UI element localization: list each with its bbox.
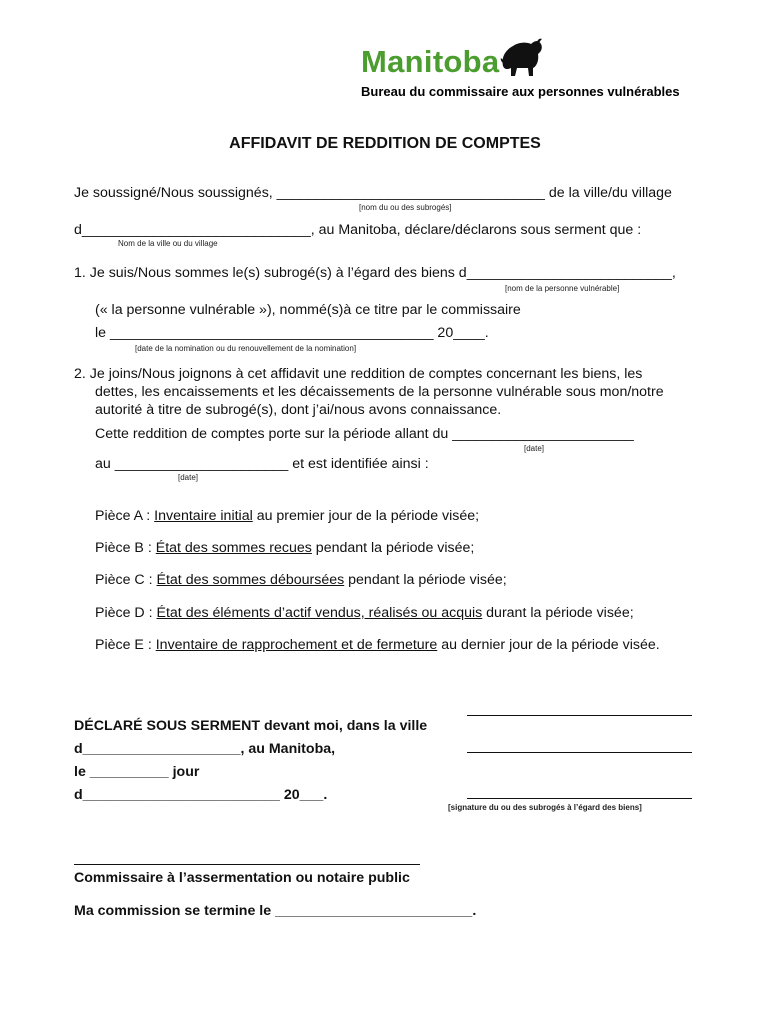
manitoba-logo-text: Manitoba [361, 44, 500, 79]
declaration-line-1: DÉCLARÉ SOUS SERMENT devant moi, dans la ville [74, 718, 428, 734]
declaration-line-2: d____________________, au Manitoba, [74, 741, 336, 757]
commissioner-signature-line [74, 864, 420, 865]
office-subtitle: Bureau du commissaire aux personnes vulnérables [361, 84, 680, 99]
signature-caption: [signature du ou des subrogés à l’égard des biens] [448, 803, 642, 812]
declaration-line-4: d_________________________ 20___. [74, 787, 328, 803]
item2-line-3: autorité à titre de subrogé(s), dont j’ai/nous avons connaissance. [95, 402, 502, 418]
piece-d-link: État des éléments d’actif vendus, réalisés ou acquis [156, 605, 483, 621]
signature-line-3 [467, 798, 692, 799]
piece-b: Pièce B : État des sommes recues pendant la période visée; [95, 540, 475, 556]
signature-line-2 [467, 752, 692, 753]
bison-icon [497, 36, 545, 78]
piece-a: Pièce A : Inventaire initial au premier jour de la période visée; [95, 508, 480, 524]
piece-d: Pièce D : État des éléments d’actif vendus, réalisés ou acquis durant la période visée; [95, 605, 634, 621]
hint-date-start: [date] [524, 444, 545, 453]
item2-line-5: au ______________________ et est identifiée ainsi : [95, 456, 429, 472]
document-title: AFFIDAVIT DE REDDITION DE COMPTES [229, 135, 541, 152]
item1-line-1: 1. Je suis/Nous sommes le(s) subrogé(s) à l’égard des biens d__________________________, [74, 265, 676, 281]
signature-line-1 [467, 715, 692, 716]
declaration-line-3: le __________ jour [74, 764, 200, 780]
hint-subrogate-names: [nom du ou des subrogés] [359, 203, 452, 212]
piece-c-link: État des sommes déboursées [156, 572, 345, 588]
hint-town-name: Nom de la ville ou du village [118, 239, 218, 248]
commission-expiry: Ma commission se termine le _________________________. [74, 903, 477, 919]
item2-line-4: Cette reddition de comptes porte sur la période allant du _______________________ [95, 426, 634, 442]
item2-line-2: dettes, les encaissements et les décaissements de la personne vulnérable sous mon/notre [95, 384, 664, 400]
commissioner-label: Commissaire à l’assermentation ou notaire public [74, 870, 410, 886]
piece-e: Pièce E : Inventaire de rapprochement et de fermeture au dernier jour de la période visée. [95, 637, 660, 653]
item2-line-1: 2. Je joins/Nous joignons à cet affidavit une reddition de comptes concernant les biens, les [74, 366, 643, 382]
item1-line-3: le _________________________________________ 20____. [95, 325, 489, 341]
intro-line-1: Je soussigné/Nous soussignés, __________________________________ de la ville/du village [74, 185, 672, 201]
intro-line-2: d_____________________________, au Manitoba, déclare/déclarons sous serment que : [74, 222, 642, 238]
piece-c: Pièce C : État des sommes déboursées pendant la période visée; [95, 572, 507, 588]
item1-line-2: (« la personne vulnérable »), nommé(s)à ce titre par le commissaire [95, 302, 521, 318]
piece-e-link: Inventaire de rapprochement et de fermeture [155, 637, 438, 653]
piece-a-link: Inventaire initial [154, 508, 253, 524]
piece-b-link: État des sommes recues [155, 540, 312, 556]
hint-appointment-date: [date de la nomination ou du renouvellement de la nomination] [135, 344, 357, 353]
hint-vulnerable-person: [nom de la personne vulnérable] [505, 284, 620, 293]
hint-date-end: [date] [178, 473, 199, 482]
